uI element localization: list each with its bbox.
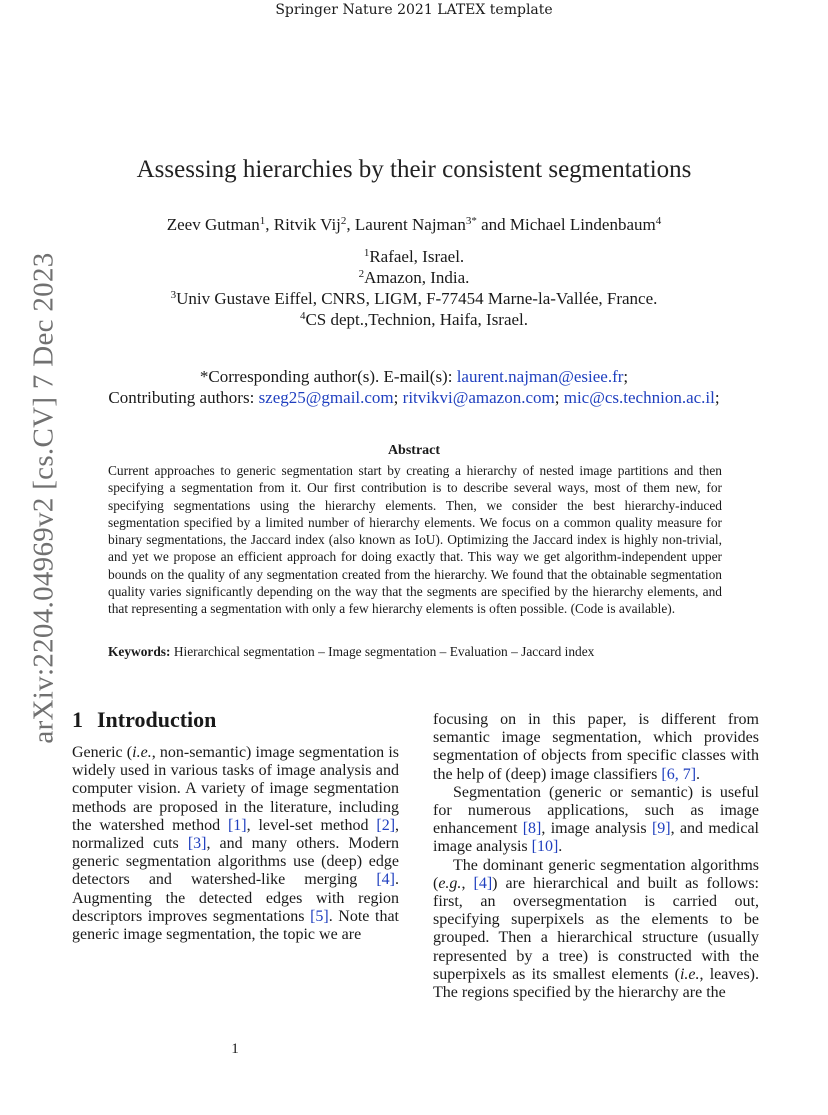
punctuation: ; [623,367,629,386]
section-number: 1 [72,707,83,732]
affiliation-text: Amazon, India. [364,268,470,287]
affiliation-mark: 3 [170,289,177,301]
paragraph [433,711,759,784]
running-header: Springer Nature 2021 LATEX template [275,2,553,18]
text-run: , level-set method [246,816,377,834]
citation-link[interactable]: [8] [522,820,542,838]
keywords-label: Keywords: [108,644,171,659]
author-affiliation-mark: 3* [465,215,477,227]
author-name: Ritvik Vij [273,215,341,234]
paragraph [433,784,759,857]
citation-link[interactable]: [4] [473,874,493,892]
right-column [433,711,759,1002]
citation-link[interactable]: [4] [376,871,395,889]
text-run: . Note that generic image segmentation, the topic we are [72,907,399,944]
affiliation-line [0,268,828,288]
paragraph [433,857,759,1003]
punctuation: ; [554,388,564,407]
email-link[interactable]: szeg25@gmail.com [258,388,394,407]
text-run: , normalized cuts [72,816,400,853]
affiliation-line [0,247,828,267]
text-run: , [461,874,474,892]
keywords-text: Hierarchical segmentation – Image segmentation – Evaluation – Jaccard index [170,644,595,659]
affiliation-line [0,310,828,330]
abstract-text: Current approaches to generic segmentation start by creating a hierarchy of nested image partitions and then specifying a segmentation from it. Our first contribution is to describe several ways, most of them new, for specifying segmentations using the hierarchy elements. Then, we consider the best hierarchy-induced segmentation specified by a limited number of hierarchy elements. We focus on a common quality measure for binary segmentations, the Jaccard index (also known as IoU). Optimizing the Jaccard index is highly non-trivial, and yet we propose an efficient approach for doing exactly that. This way we get algorithm-independent upper bounds on the quality of any segmentation created from the hierarchy. We found that the obtainable segmentation quality varies significantly depending on the way that the segments are specified by the hierarchy elements, and that representing a segmentation with only a few hierarchy elements is often possible. (Code is available). [108,463,722,617]
contributing-authors-line [0,388,828,408]
text-run: . [696,765,701,783]
citation-link[interactable]: [5] [310,907,329,925]
text-run: , leaves). The regions specified by the hierarchy are the [433,965,760,1002]
email-link[interactable]: ritvikvi@amazon.com [402,388,555,407]
citation-link[interactable]: [9] [651,820,671,838]
corresponding-author-line [0,367,828,387]
section-title: Introduction [97,707,217,732]
citation-link[interactable]: [1] [227,816,247,834]
author-name: Laurent Najman [354,215,466,234]
abstract-heading: Abstract [387,443,441,458]
paper-title: Assessing hierarchies by their consistent segmentations [136,156,692,183]
affiliation-mark: 1 [363,247,370,259]
text-run: . [558,838,563,856]
corresponding-label: *Corresponding author(s). E-mail(s): [199,367,457,386]
text-run: , non-semantic) image segmentation is widely used in various tasks of image analysis and computer vision. A variety of image segmentation methods are proposed in the literature, including the watershed method [72,744,399,834]
citation-link[interactable]: [2] [376,816,396,834]
affiliation-mark: 4 [299,310,306,322]
author-list [0,215,828,235]
text-run-italic: i.e. [679,965,700,983]
paragraph [72,744,399,944]
contributing-label: Contributing authors: [108,388,259,407]
affiliation-text: CS dept.,Technion, Haifa, Israel. [305,310,529,329]
text-run: focusing on in this paper, is different from semantic image segmentation, which provides segmentation of objects from specific classes with the help of (deep) image classifiers [433,711,759,783]
email-link[interactable]: laurent.najman@esiee.fr [456,367,624,386]
author-separator: and [476,215,510,234]
affiliation-text: Rafael, Israel. [369,247,465,266]
affiliation-text: Univ Gustave Eiffel, CNRS, LIGM, F-77454 Marne-la-Vallée, France. [176,289,658,308]
author-separator: , [346,215,355,234]
author-affiliation-mark: 2 [340,215,347,227]
author-affiliation-mark: 4 [655,215,662,227]
text-run: ) are hierarchical and built as follows: first, an oversegmentation is carried out, specifying superpixels as the elements to be grouped. Then a hierarchical structure (usually represented by a tree) is constructed with the superpixels as its smallest elements ( [433,874,759,983]
text-run: Segmentation (generic or semantic) is useful for numerous applications, such as image enhancement [433,783,759,838]
citation-link[interactable]: [6, 7] [661,765,697,783]
author-separator: , [265,215,274,234]
left-column [72,744,399,944]
author-name: Zeev Gutman [166,215,260,234]
page-number: 1 [231,1041,239,1057]
text-run: . Augmenting the detected edges with region descriptors improves segmentations [72,871,399,925]
text-run-italic: e.g. [438,874,462,892]
email-link[interactable]: mic@cs.technion.ac.il [563,388,715,407]
affiliation-mark: 2 [358,268,365,280]
text-run: , and medical image analysis [433,820,759,856]
punctuation: ; [714,388,720,407]
arxiv-identifier: arXiv:2204.04969v2 [cs.CV] 7 Dec 2023 [27,252,60,744]
text-run: , image analysis [541,820,652,838]
section-heading [72,707,216,733]
citation-link[interactable]: [10] [531,838,559,856]
author-name: Michael Lindenbaum [509,215,656,234]
text-run: Generic ( [72,744,133,761]
punctuation: ; [393,388,403,407]
keywords-line [108,644,722,660]
citation-link[interactable]: [3] [187,835,207,853]
text-run-italic: i.e. [132,744,152,761]
text-run: The dominant generic segmentation algorithms ( [433,856,759,892]
text-run: , and many others. Modern generic segmentation algorithms use (deep) edge detectors and watershed-like merging [72,835,399,889]
author-affiliation-mark: 1 [259,215,266,227]
affiliation-line [0,289,828,309]
